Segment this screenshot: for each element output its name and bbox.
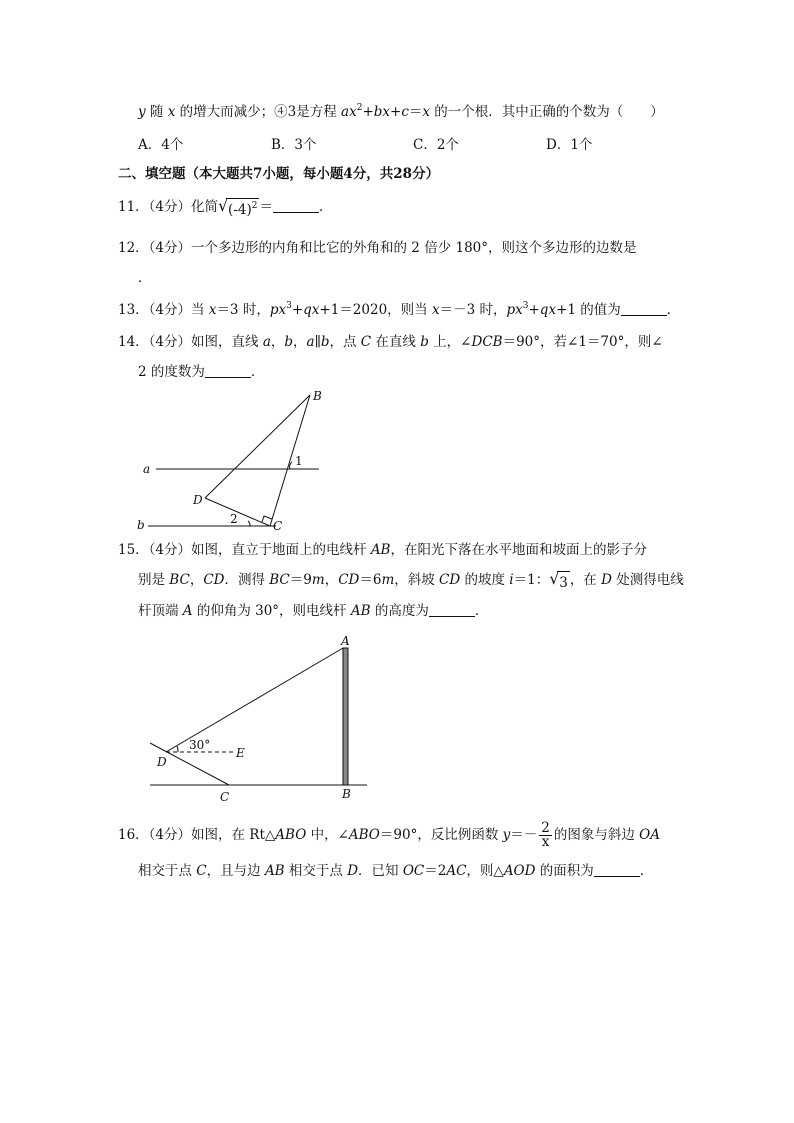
radical-sign: √ xyxy=(218,196,229,215)
text: ＝9 xyxy=(289,572,312,588)
text: ABO xyxy=(348,827,380,843)
text: + xyxy=(390,104,402,120)
text: ． xyxy=(318,199,333,215)
text: +1＝2020，则当 xyxy=(319,302,432,318)
angle-30-arc xyxy=(177,746,178,752)
sightline-da xyxy=(166,648,343,752)
label-c-point: C xyxy=(273,519,283,533)
answer-blank xyxy=(594,862,640,877)
text: 别是 xyxy=(138,572,170,588)
label-angle-2: 2 xyxy=(230,512,238,526)
text: ． xyxy=(639,863,654,879)
text: C xyxy=(360,334,372,350)
text: 相交于点 xyxy=(138,863,197,879)
option-d: D．1个 xyxy=(546,137,593,153)
text: ＝ xyxy=(259,199,273,215)
text: b xyxy=(284,334,294,350)
text: x xyxy=(167,104,176,120)
text: ． xyxy=(250,364,265,380)
text: AOD xyxy=(503,863,536,879)
text: D xyxy=(601,572,612,588)
text: 在直线 xyxy=(371,334,421,350)
text: 的仰角为 30°，则电线杆 xyxy=(192,603,351,619)
text: 上，∠ xyxy=(428,334,472,350)
text: ．测得 xyxy=(224,572,270,588)
text: ，点 xyxy=(329,334,361,350)
text: ＝－3 时， xyxy=(439,302,507,318)
text: x xyxy=(208,302,217,318)
question-16-line2 xyxy=(138,861,653,881)
text: 随 xyxy=(145,104,168,120)
text: ，则△ xyxy=(466,863,504,879)
question-12-line1: 12．（4分）一个多边形的内角和比它的外角和的 2 倍少 180°，则这个多边形的边数是 xyxy=(118,240,637,256)
label-a-point: A xyxy=(341,634,350,648)
label-d-point: D xyxy=(193,493,203,507)
label-d-point: D xyxy=(157,755,167,769)
text: DCB xyxy=(471,334,503,350)
text: ＝3 时， xyxy=(216,302,270,318)
text: 处测得电线 xyxy=(611,572,684,588)
text: ， xyxy=(293,334,307,350)
text: ABO xyxy=(275,827,307,843)
text: 的坡度 xyxy=(460,572,510,588)
label-line-b: b xyxy=(137,518,145,532)
text: OC xyxy=(402,863,425,879)
text: BC xyxy=(169,572,190,588)
text: ax xyxy=(341,104,357,120)
text: ．已知 xyxy=(358,863,403,879)
text: y xyxy=(502,827,511,843)
text: m xyxy=(311,572,325,588)
text: 13．（4分）当 xyxy=(118,302,209,318)
text: i xyxy=(509,572,514,588)
denominator: x xyxy=(541,834,550,850)
text: 的一个根．其中正确的个数为（ ） xyxy=(430,104,664,120)
text: 14．（4分）如图，直线 xyxy=(118,334,263,350)
text: ，且与边 xyxy=(206,863,265,879)
exponent: 3 xyxy=(522,301,529,311)
text: ． xyxy=(666,302,681,318)
text: BC xyxy=(269,572,290,588)
text: 杆顶端 xyxy=(138,603,183,619)
text: ＝90°，若∠1＝70°，则∠ xyxy=(502,334,663,350)
label-angle-30: 30° xyxy=(189,738,211,752)
section-title: 二、填空题（本大题共7小题，每小题4分，共28分） xyxy=(118,166,440,182)
option-c: C．2个 xyxy=(413,137,459,153)
text: 相交于点 xyxy=(284,863,348,879)
text: ，在 xyxy=(569,572,602,588)
text: b xyxy=(420,334,429,350)
text: D xyxy=(347,863,359,879)
label-b-point: B xyxy=(313,389,322,403)
text: bx xyxy=(373,104,391,120)
text: 2 的度数为 xyxy=(138,364,205,380)
text: m xyxy=(381,572,395,588)
text: px xyxy=(506,302,523,318)
radical-sign: √ xyxy=(549,569,560,588)
text: x xyxy=(422,104,431,120)
text: ， xyxy=(324,572,339,588)
exponent: 2 xyxy=(251,201,258,211)
text: ． xyxy=(138,270,152,286)
text: CD xyxy=(338,572,360,588)
label-c-point: C xyxy=(220,790,230,804)
text: ， xyxy=(189,572,204,588)
text: 的面积为 xyxy=(535,863,594,879)
text: A xyxy=(182,603,193,619)
text: 16．（4分）如图，在 Rt△ xyxy=(118,827,276,843)
text: + xyxy=(528,302,540,318)
pole-ab xyxy=(343,648,348,785)
text: qx xyxy=(303,302,320,318)
text: CD xyxy=(439,572,461,588)
fraction xyxy=(539,822,552,849)
text: c xyxy=(401,104,409,120)
text: + xyxy=(362,104,374,120)
question-16-line1 xyxy=(118,822,660,849)
text: px xyxy=(269,302,287,318)
text: 15．（4分）如图，直立于地面上的电线杆 xyxy=(118,542,371,558)
text: ∥ xyxy=(314,334,321,350)
text: + xyxy=(291,302,304,318)
exponent: 3 xyxy=(286,301,292,311)
text: 的图象与斜边 xyxy=(553,827,640,843)
text: ＝90°，反比例函数 xyxy=(379,827,503,843)
label-e-point: E xyxy=(236,746,245,760)
text: qx xyxy=(539,302,557,318)
text: ＝－ xyxy=(510,827,538,843)
exponent: 2 xyxy=(356,103,363,113)
text: ＝6 xyxy=(359,572,382,588)
text: ＝ xyxy=(408,104,423,120)
text: a xyxy=(306,334,315,350)
text: x xyxy=(431,302,440,318)
text: ＝1： xyxy=(513,572,550,588)
text: ，在阳光下落在水平地面和坡面上的影子分 xyxy=(390,542,647,558)
text: C xyxy=(196,863,207,879)
label-line-a: a xyxy=(143,462,151,476)
text: ． xyxy=(474,603,489,619)
text: OA xyxy=(639,827,660,843)
text: ，斜坡 xyxy=(394,572,440,588)
text: y xyxy=(138,104,146,120)
text: 的增大而减少；④3是方程 xyxy=(175,104,342,120)
text: ， xyxy=(270,334,285,350)
text: +1 的值为 xyxy=(556,302,621,318)
text: AC xyxy=(446,863,467,879)
text: AB xyxy=(370,542,391,558)
text: CD xyxy=(203,572,225,588)
text: AB xyxy=(264,863,285,879)
option-a: A．4个 xyxy=(138,137,184,153)
text: 中，∠ xyxy=(306,827,349,843)
radicand: 3 xyxy=(557,571,570,593)
text: (-4) xyxy=(228,202,252,218)
text: 的高度为 xyxy=(370,603,429,619)
text: AB xyxy=(350,603,371,619)
text: 11．（4分）化简 xyxy=(118,199,219,215)
label-angle-1: 1 xyxy=(295,454,303,468)
numerator: 2 xyxy=(541,820,550,836)
text: ＝2 xyxy=(424,863,447,879)
option-b: B．3个 xyxy=(271,137,317,153)
label-b-point: B xyxy=(342,787,351,801)
text: b xyxy=(320,334,330,350)
text: a xyxy=(262,334,271,350)
